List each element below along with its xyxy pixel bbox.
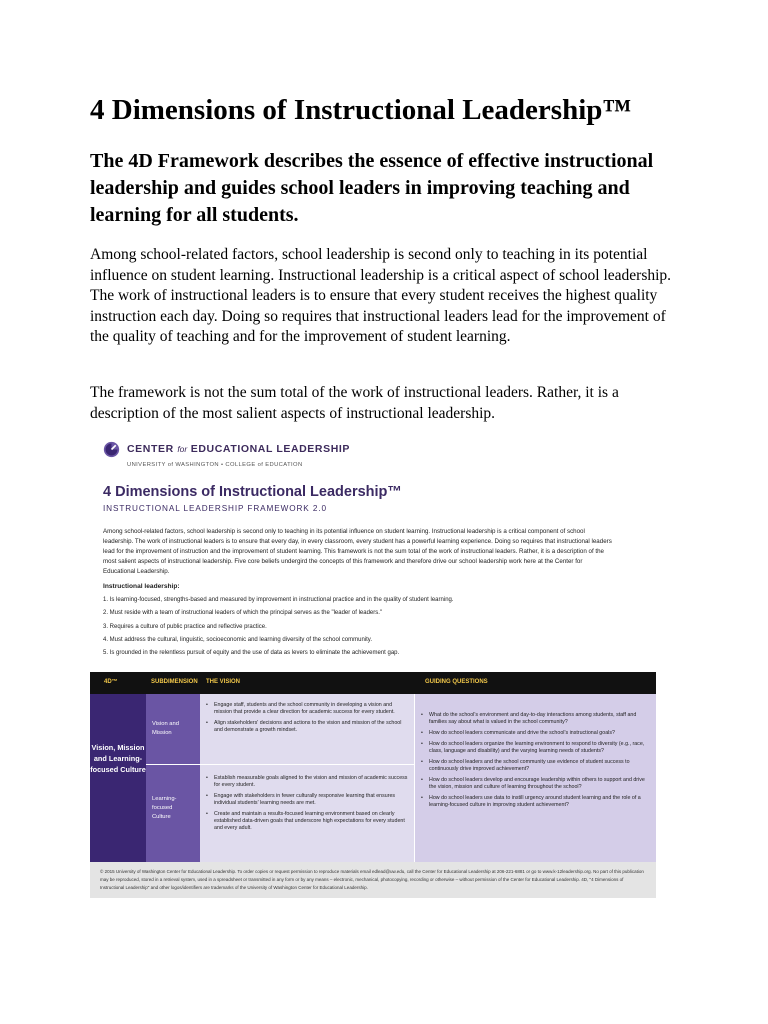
subdimension-label: Learning-focused Culture bbox=[152, 796, 177, 820]
vision-item: • Establish measurable goals aligned to the vision and mission of academic success for every student. bbox=[206, 775, 408, 789]
question-item: • How do school leaders and the school community use evidence of student success to continuously drive improved achievement? bbox=[421, 759, 650, 773]
belief-item: 5. Is grounded in the relentless pursuit of equity and the use of data as levers to eliminate the achievement gap. bbox=[103, 650, 400, 657]
copyright-footer: © 2015 University of Washington Center for Educational Leadership. To order copies or request permission to reproduce materials email edlead@uw.edu, call the Center for Educational Leadership at 206-221-6881 or go to www.k-12leadership.org. No part of this publication may be reproduced, stored in a retrieval system, used in a spreadsheet or transmitted in any form or by any means – electronic, mechanical, photocopying, recording or otherwise – without permission of the Center for Educational Leadership. 4D, "4 Dimensions of Instructional Leadership" and other logos/identifiers are trademarks of the University of Washington Center for Educational Leadership. bbox=[90, 862, 656, 898]
framework-subtitle: INSTRUCTIONAL LEADERSHIP FRAMEWORK 2.0 bbox=[103, 504, 327, 513]
question-item: • How do school leaders communicate and drive the school's instructional goals? bbox=[421, 730, 650, 737]
question-item: • What do the school's environment and day-to-day interactions among students, staff and families say about what is valued in the school community? bbox=[421, 712, 650, 726]
question-item: • How do school leaders organize the learning environment to respond to diversity (e.g., race, class, language and disability) and the varying learning needs of students? bbox=[421, 741, 650, 755]
cel-logo-name: CENTER for EDUCATIONAL LEADERSHIP bbox=[127, 443, 351, 455]
framework-image bbox=[90, 432, 686, 898]
subdimension-cell bbox=[146, 765, 200, 862]
cel-logo-affiliation: UNIVERSITY of WASHINGTON • COLLEGE of EDUCATION bbox=[127, 462, 303, 468]
framework-table bbox=[90, 672, 656, 862]
vision-item: • Engage staff, students and the school community in developing a vision and mission that provide a clear direction for academic success for every student. bbox=[206, 702, 408, 716]
table-header-cell: SUBDIMENSION bbox=[146, 672, 200, 694]
subdimension-label: Vision and Mission bbox=[152, 721, 179, 736]
belief-item: 2. Must reside with a team of instructional leaders of which the principal serves as the "leader of leaders." bbox=[103, 610, 383, 617]
vision-list bbox=[206, 702, 408, 738]
vision-item: • Engage with stakeholders in fewer culturally responsive learning that ensures individual students' learning needs are met. bbox=[206, 793, 408, 807]
framework-paragraph: The framework is not the sum total of the work of instructional leaders. Rather, it is a description of the most salient aspects of instructional leadership. bbox=[90, 384, 619, 422]
dimension-cell bbox=[90, 694, 146, 862]
vision-cell bbox=[200, 765, 414, 862]
dimension-label: Vision, Mission and Learning-focused Culture bbox=[90, 743, 146, 774]
vision-list bbox=[206, 775, 408, 836]
guiding-questions-list bbox=[421, 712, 650, 813]
beliefs-list bbox=[103, 594, 454, 660]
subdimension-cell bbox=[146, 694, 200, 764]
page-title: 4 Dimensions of Instructional Leadership™ bbox=[90, 94, 632, 126]
belief-item: 1. Is learning-focused, strengths-based and measured by improvement in instructional practice and in the quality of student learning. bbox=[103, 597, 454, 603]
beliefs-heading: Instructional leadership: bbox=[103, 583, 180, 590]
framework-intro: Among school-related factors, school leadership is second only to teaching in its potential influence on student learning. Instructional leadership is a critical component of school leadership. The work of instructional leaders is to ensure that every day, in every classroom, every student has a powerful learning experience. Doing so requires that instructional leaders lead for the improvement of instruction and the improvement of student learning. This framework is not the sum total of the work of instructional leaders. Rather, it is a description of the most salient aspects of instructional leadership. Five core beliefs undergird the concepts of this framework and therefore drive our school leadership work here at the Center for Educational Leadership. bbox=[103, 528, 612, 576]
table-header-cell: THE VISION bbox=[200, 672, 415, 694]
cel-logo bbox=[103, 440, 503, 474]
vision-item: • Align stakeholders' decisions and actions to the vision and mission of the school and demonstrate a growth mindset. bbox=[206, 720, 408, 734]
guiding-questions-cell bbox=[415, 694, 656, 862]
belief-item: 4. Must address the cultural, linguistic, socioeconomic and learning diversity of the school community. bbox=[103, 636, 373, 643]
question-item: • How do school leaders use data to instill urgency around student learning and the role of a learning-focused culture in improving student achievement? bbox=[421, 795, 650, 809]
table-header-cell: GUIDING QUESTIONS bbox=[415, 672, 656, 694]
page-subtitle: The 4D Framework describes the essence of effective instructional leadership and guides school leaders in improving teaching and learning for all students. bbox=[90, 150, 654, 226]
vision-item: • Create and maintain a results-focused learning environment based on clearly established data-driven goals that underscore high expectations for every student and every adult. bbox=[206, 811, 408, 832]
vision-cell bbox=[200, 694, 414, 764]
belief-item: 3. Requires a culture of public practice and reflective practice. bbox=[103, 623, 267, 630]
table-header-cell: 4D™ bbox=[90, 672, 146, 694]
intro-paragraph: Among school-related factors, school leadership is second only to teaching in its potential influence on student learning. Instructional leadership is a critical aspect of school leadership. The work of instructional leaders is to ensure that every student receives the highest quality instruction each day. Doing so requires that instructional leaders lead for the improvement of the quality of teaching and for the improvement of student learning. bbox=[90, 246, 672, 345]
question-item: • How do school leaders develop and encourage leadership within others to support and drive the vision, mission and culture of learning throughout the school? bbox=[421, 777, 650, 791]
cel-logo-icon bbox=[103, 441, 120, 458]
framework-title: 4 Dimensions of Instructional Leadership™ bbox=[103, 484, 402, 500]
